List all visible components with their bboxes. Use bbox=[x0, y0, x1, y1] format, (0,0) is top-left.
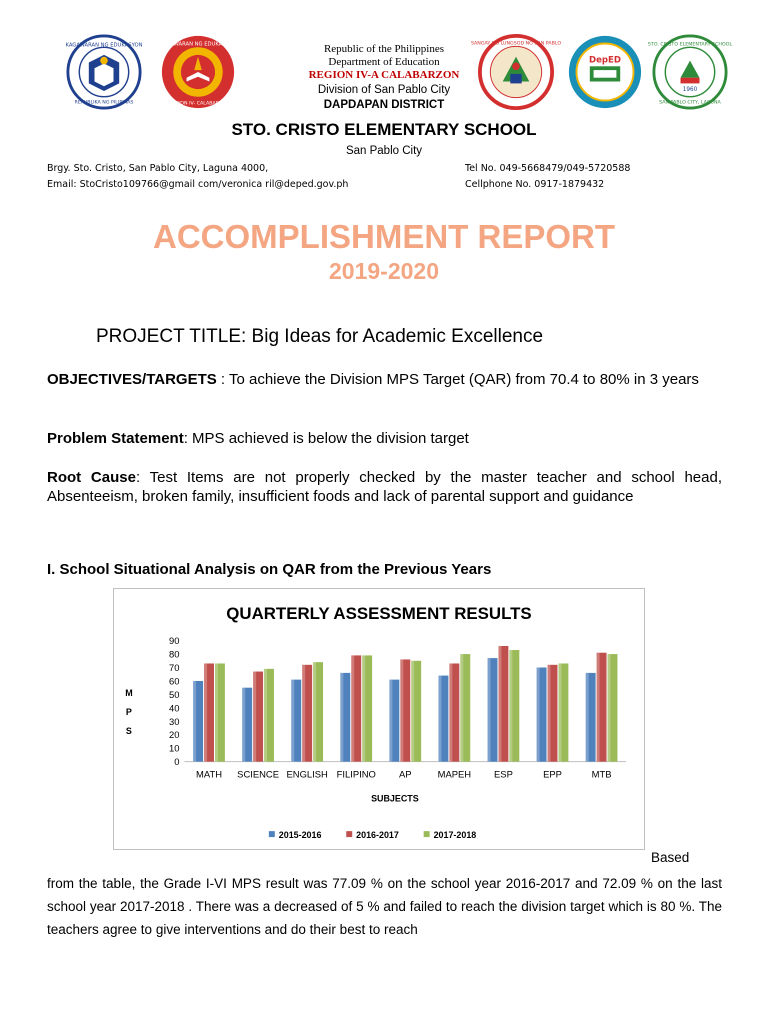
x-tick-label: SCIENCE bbox=[237, 768, 280, 780]
x-tick-label: FILIPINO bbox=[336, 768, 376, 780]
objectives-paragraph bbox=[47, 370, 722, 389]
legend-label: 2016-2017 bbox=[356, 830, 399, 841]
y-tick-label: 70 bbox=[169, 661, 180, 673]
objectives-text: : To achieve the Division MPS Target (QAR) from 70.4 to 80% in 3 years bbox=[216, 371, 699, 388]
legend-swatch bbox=[269, 831, 275, 837]
section-heading: I. School Situational Analysis on QAR from the Previous Years bbox=[47, 561, 492, 578]
qar-chart bbox=[113, 588, 645, 850]
root-cause-text: : Test Items are not properly checked by the master teacher and school head, Absenteeism, broken family, insufficient foods and lack of parental support and guidance bbox=[47, 469, 722, 505]
bar-highlight bbox=[340, 673, 343, 762]
header-city: San Pablo City bbox=[345, 145, 423, 157]
bar-highlight bbox=[204, 663, 207, 761]
legend-swatch bbox=[346, 831, 352, 837]
bar-highlight bbox=[438, 676, 441, 762]
y-tick-label: 40 bbox=[169, 702, 180, 714]
header-department: Department of Education bbox=[328, 56, 440, 68]
y-axis-label-letter: M bbox=[125, 688, 133, 699]
svg-text:REPUBLIKA NG PILIPINAS: REPUBLIKA NG PILIPINAS bbox=[74, 100, 134, 106]
school-name: STO. CRISTO ELEMENTARY SCHOOL bbox=[231, 120, 537, 139]
svg-text:KAGAWARAN NG EDUKASYON: KAGAWARAN NG EDUKASYON bbox=[65, 42, 143, 49]
bar-highlight bbox=[193, 681, 196, 762]
y-tick-label: 20 bbox=[169, 729, 180, 741]
legend-label: 2015-2016 bbox=[278, 830, 322, 841]
svg-text:REHIYON IV- CALABARZON: REHIYON IV- CALABARZON bbox=[166, 101, 230, 107]
bar-highlight bbox=[460, 654, 463, 762]
bar-highlight bbox=[509, 650, 512, 762]
chart-title: QUARTERLY ASSESSMENT RESULTS bbox=[226, 603, 532, 623]
project-title-label: PROJECT TITLE: bbox=[96, 326, 247, 347]
school-cellphone: Cellphone No. 0917-1879432 bbox=[465, 179, 605, 190]
bar-highlight bbox=[537, 668, 540, 762]
bar-highlight bbox=[291, 680, 294, 762]
analysis-paragraph: from the table, the Grade I-VI MPS result was 77.09 % on the school year 2016-2017 and 72.09 % on the last school year 2017-2018 . There was a decreased of 5 % and failed to reach the division target which is 80 %. The teachers agree to give interventions and do their best to reach bbox=[47, 876, 722, 937]
y-tick-label: 90 bbox=[169, 635, 180, 647]
y-tick-label: 10 bbox=[169, 742, 180, 754]
objectives-label: OBJECTIVES/TARGETS bbox=[47, 371, 217, 388]
school-tel: Tel No. 049-5668479/049-5720588 bbox=[465, 163, 631, 174]
bar-highlight bbox=[411, 661, 414, 762]
analysis-first-word: Based bbox=[651, 850, 690, 865]
svg-text:SAN PABLO CITY, LAGUNA: SAN PABLO CITY, LAGUNA bbox=[659, 100, 721, 106]
bar-highlight bbox=[608, 654, 611, 762]
bar-highlight bbox=[488, 658, 491, 762]
bar-highlight bbox=[242, 688, 245, 762]
report-title: ACCOMPLISHMENT REPORT bbox=[153, 218, 615, 255]
x-tick-label: MTB bbox=[591, 768, 612, 780]
bar-highlight bbox=[351, 655, 354, 761]
project-title bbox=[96, 325, 716, 349]
root-cause-label: Root Cause bbox=[47, 469, 136, 486]
y-tick-label: 0 bbox=[174, 756, 180, 768]
legend-label: 2017-2018 bbox=[433, 830, 477, 841]
report-year: 2019-2020 bbox=[329, 258, 439, 284]
header-republic: Republic of the Philippines bbox=[323, 43, 445, 55]
project-title-text: Big Ideas for Academic Excellence bbox=[246, 326, 544, 347]
svg-text:DepED: DepED bbox=[589, 55, 621, 66]
header-division: Division of San Pablo City bbox=[317, 84, 451, 96]
y-axis-label-letter: P bbox=[125, 707, 132, 718]
y-tick-label: 30 bbox=[169, 715, 180, 727]
svg-text:1960: 1960 bbox=[682, 87, 698, 93]
header-district: DAPDAPAN DISTRICT bbox=[323, 99, 445, 111]
y-tick-label: 80 bbox=[169, 648, 180, 660]
x-tick-label: MATH bbox=[196, 768, 223, 780]
bar-highlight bbox=[389, 680, 392, 762]
x-tick-label: EPP bbox=[543, 768, 562, 780]
header-region: REGION IV-A CALABARZON bbox=[308, 69, 460, 81]
bar-highlight bbox=[313, 662, 316, 762]
legend-swatch bbox=[424, 831, 430, 837]
x-tick-label: ENGLISH bbox=[286, 768, 328, 780]
bar-highlight bbox=[558, 663, 561, 761]
bar-highlight bbox=[253, 672, 256, 762]
y-tick-label: 50 bbox=[169, 688, 180, 700]
bar-highlight bbox=[597, 653, 600, 762]
bar-highlight bbox=[498, 646, 501, 762]
problem-paragraph bbox=[47, 429, 722, 448]
y-axis-label-letter: S bbox=[125, 725, 132, 736]
school-email: Email: StoCristo109766@gmail com/veronica ril@deped.gov.ph bbox=[47, 179, 349, 190]
problem-label: Problem Statement bbox=[47, 430, 184, 447]
bar-highlight bbox=[264, 669, 267, 762]
bar-highlight bbox=[449, 663, 452, 761]
x-tick-label: ESP bbox=[494, 768, 513, 780]
y-tick-label: 60 bbox=[169, 675, 180, 687]
bar-highlight bbox=[400, 659, 403, 761]
root-cause-paragraph bbox=[47, 468, 722, 506]
svg-text:KAGAWARAN NG EDUKASYON: KAGAWARAN NG EDUKASYON bbox=[159, 41, 237, 48]
x-tick-label: AP bbox=[399, 768, 412, 780]
bar-highlight bbox=[215, 663, 218, 761]
qar-chart-svg bbox=[114, 589, 644, 849]
bar-highlight bbox=[362, 655, 365, 761]
bar-highlight bbox=[548, 665, 551, 762]
bar-highlight bbox=[586, 673, 589, 762]
school-address: Brgy. Sto. Cristo, San Pablo City, Laguna 4000, bbox=[47, 163, 269, 174]
x-tick-label: MAPEH bbox=[437, 768, 472, 780]
x-axis-label: SUBJECTS bbox=[371, 793, 419, 804]
svg-text:SANGAY NG LUNGSOD NG SAN PABLO: SANGAY NG LUNGSOD NG SAN PABLO bbox=[470, 41, 562, 47]
bar-highlight bbox=[302, 665, 305, 762]
problem-text: : MPS achieved is below the division target bbox=[183, 430, 469, 447]
svg-text:STO. CRISTO ELEMENTARY SCHOOL: STO. CRISTO ELEMENTARY SCHOOL bbox=[647, 42, 733, 48]
